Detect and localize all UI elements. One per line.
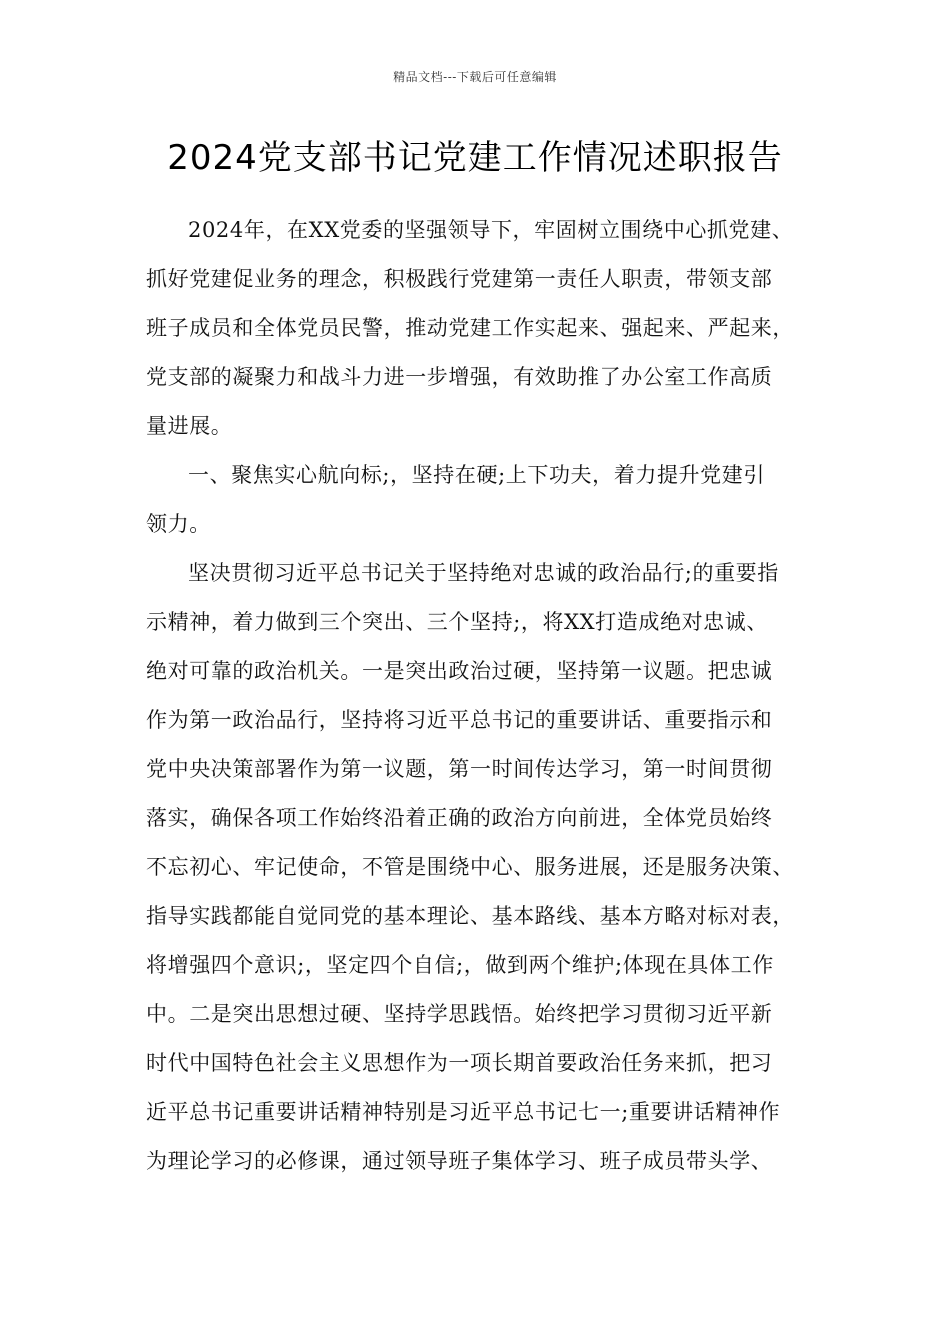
body-line: 为理论学习的必修课，通过领导班子集体学习、班子成员带头学、 xyxy=(146,1149,773,1173)
body-line: 指导实践都能自觉同党的基本理论、基本路线、基本方略对标对表， xyxy=(146,904,794,928)
body-line: 落实，确保各项工作始终沿着正确的政治方向前进，全体党员始终 xyxy=(146,806,773,830)
body-line: 2024年，在XX党委的坚强领导下，牢固树立围绕中心抓党建、 xyxy=(188,218,794,242)
section-heading-line: 一、聚焦实心航向标;，坚持在硬;上下功夫，着力提升党建引 xyxy=(188,463,765,487)
body-line: 示精神，着力做到三个突出、三个坚持;，将XX打造成绝对忠诚、 xyxy=(146,610,768,634)
body-line: 将增强四个意识;，坚定四个自信;，做到两个维护;体现在具体工作 xyxy=(146,953,774,977)
body-line: 近平总书记重要讲话精神特别是习近平总书记七一;重要讲话精神作 xyxy=(146,1100,781,1124)
body-line: 坚决贯彻习近平总书记关于坚持绝对忠诚的政治品行;的重要指 xyxy=(188,561,779,585)
body-line: 绝对可靠的政治机关。一是突出政治过硬，坚持第一议题。把忠诚 xyxy=(146,659,773,683)
body-line: 党支部的凝聚力和战斗力进一步增强，有效助推了办公室工作高质 xyxy=(146,365,773,389)
document-body xyxy=(146,206,822,1186)
body-line: 中。二是突出思想过硬、坚持学思践悟。始终把学习贯彻习近平新 xyxy=(146,1002,773,1026)
body-line: 不忘初心、牢记使命，不管是围绕中心、服务进展，还是服务决策、 xyxy=(146,855,794,879)
body-line: 班子成员和全体党员民警，推动党建工作实起来、强起来、严起来， xyxy=(146,316,794,340)
body-line: 量进展。 xyxy=(146,414,233,438)
body-line: 党中央决策部署作为第一议题，第一时间传达学习，第一时间贯彻 xyxy=(146,757,773,781)
section-heading-line: 领力。 xyxy=(146,512,211,536)
document-title: 2024党支部书记党建工作情况述职报告 xyxy=(167,138,783,178)
body-line: 时代中国特色社会主义思想作为一项长期首要政治任务来抓，把习 xyxy=(146,1051,773,1075)
body-line: 作为第一政治品行，坚持将习近平总书记的重要讲话、重要指示和 xyxy=(146,708,773,732)
header-note: 精品文档---下载后可任意编辑 xyxy=(393,70,557,84)
body-line: 抓好党建促业务的理念，积极践行党建第一责任人职责，带领支部 xyxy=(146,267,773,291)
